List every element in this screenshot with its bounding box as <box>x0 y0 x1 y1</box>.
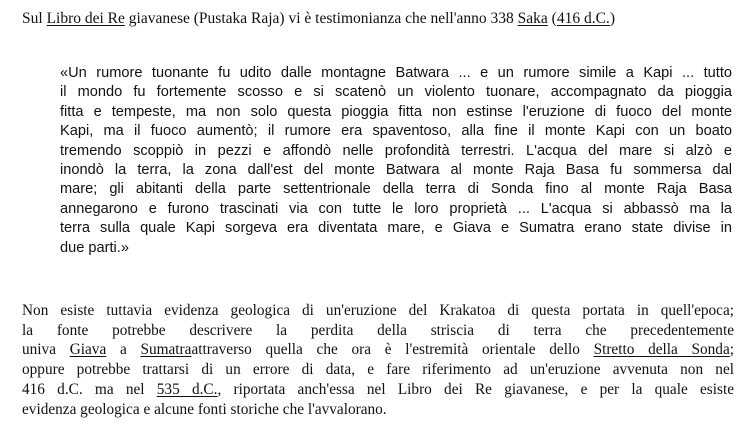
outro-text: , riportata anch'essa nel Libro dei Re giavanese, e per la quale esiste <box>217 380 734 398</box>
quote-line: annegarono e furono trascinati via con tutte le loro proprietà ... L'acqua si abbassò ma la <box>60 200 732 217</box>
outro-text: a <box>119 341 141 359</box>
sumatra-link[interactable]: Sumatra <box>140 341 192 359</box>
quote-line: mare; gli abitanti della parte settentrionale della terra di Sonda fino al monte Raja Basa <box>60 181 732 198</box>
quote-line: terra sulla quale Kapi sorgeva era diventata mare, e Giava e Sumatra erano state divise in <box>60 220 732 237</box>
giava-link[interactable]: Giava <box>69 341 107 359</box>
intro-text: giavanese (Pustaka Raja) vi è testimonianza che nell'anno 338 <box>124 10 518 27</box>
intro-text: Sul <box>22 10 47 27</box>
intro-paragraph <box>22 9 742 29</box>
stretto-della-sonda-link[interactable]: Stretto della Sonda <box>593 341 730 359</box>
quote-line: il mondo fu fortemente scosso e si scatenò un violento tuonare, accompagnato da pioggia <box>60 84 732 101</box>
libro-dei-re-link[interactable]: Libro dei Re <box>46 10 125 27</box>
quote-line: due parti.» <box>60 239 129 256</box>
intro-text: ( <box>547 10 557 27</box>
block-quote <box>60 64 732 258</box>
outro-paragraph <box>22 301 734 419</box>
quote-line: Kapi, ma il fuoco aumentò; il rumore era spaventoso, alla fine il monte Kapi con un boato <box>60 123 732 140</box>
outro-text: ; <box>729 341 734 359</box>
saka-link[interactable]: Saka <box>517 10 548 27</box>
outro-line: Non esiste tuttavia evidenza geologica di un'eruzione del Krakatoa di questa portata in quell'epoca; <box>22 302 734 319</box>
quote-line: fitta e tempeste, ma non solo questa pioggia fitta non estinse l'eruzione di fuoco del monte <box>60 103 732 120</box>
535-dc-link[interactable]: 535 d.C. <box>156 380 218 398</box>
outro-line: evidenza geologica e alcune fonti storiche che l'avvalorano. <box>22 400 387 418</box>
416-dc-link[interactable]: 416 d.C. <box>556 10 610 27</box>
quote-line: «Un rumore tuonante fu udito dalle montagne Batwara ... e un rumore simile a Kapi ... tutto <box>60 65 732 81</box>
outro-line: oppure potrebbe trattarsi di un errore di data, e fare riferimento ad un'eruzione avvenuta non nel <box>22 361 734 379</box>
outro-text: attraverso quella che ora è l'estremità orientale dello <box>191 341 594 359</box>
outro-line <box>22 380 734 400</box>
outro-text: 416 d.C. ma nel <box>22 380 157 398</box>
quote-line: tremendo scoppiò in pezzi e affondò nelle profondità terrestri. L'acqua del mare si alzò e <box>60 142 732 159</box>
quote-line: inondò la terra, la zona dall'est del monte Batwara al monte Raja Basa fu sommersa dal <box>60 162 732 179</box>
intro-text: ) <box>609 10 615 27</box>
outro-text: univa <box>22 341 70 359</box>
outro-line <box>22 340 734 360</box>
outro-line: la fonte potrebbe descrivere la perdita della striscia di terra che precedentemente <box>22 321 734 339</box>
